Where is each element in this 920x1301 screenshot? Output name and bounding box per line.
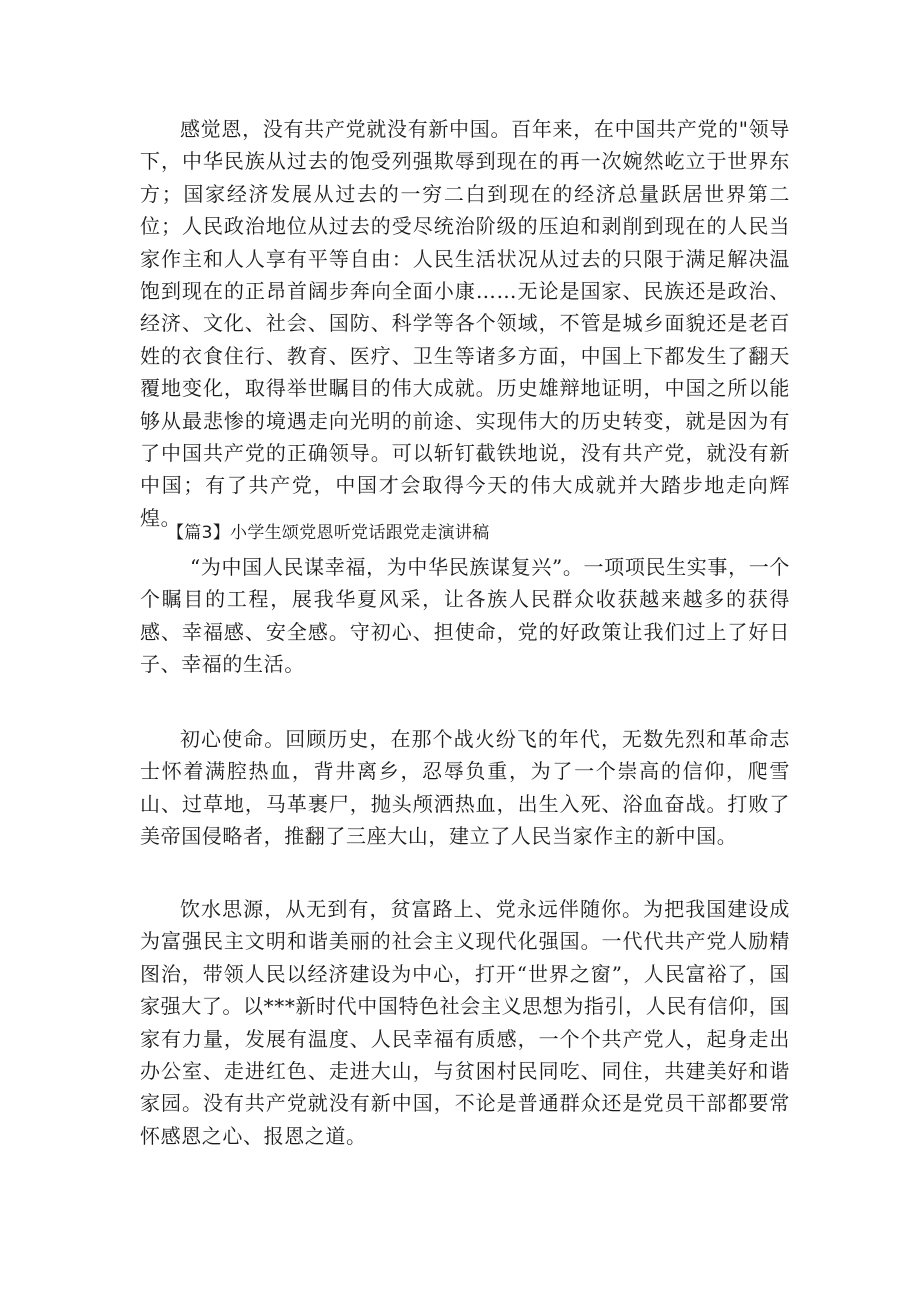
paragraph-gratitude: 感觉恩，没有共产党就没有新中国。百年来，在中国共产党的"领导下，中华民族从过去的饱受列强欺辱到现在的再一次婉然屹立于世界东方；国家经济发展从过去的一穷二白到现在的经济总量跃居世界第二位；人民政治地位从过去的受尽统治阶级的压迫和剥削到现在的人民当家作主和人人享有平等自由：人民生活状况从过去的只限于满足解决温饱到现在的正昂首阔步奔向全面小康……无论是国家、民族还是政治、经济、文化、社会、国防、科学等各个领域，不管是城乡面貌还是老百姓的衣食住行、教育、医疗、卫生等诸多方面，中国上下都发生了翻天覆地变化，取得举世瞩目的伟大成就。历史雄辩地证明，中国之所以能够从最悲惨的境遇走向光明的前途、实现伟大的历史转变，就是因为有了中国共产党的正确领导。可以斩钉截铁地说，没有共产党，就没有新中国；有了共产党，中国才会取得今天的伟大成就并大踏步地走向辉煌。 — [140, 117, 790, 530]
paragraph-source: 饮水思源，从无到有，贫富路上、党永远伴随你。为把我国建设成为富强民主文明和谐美丽的社会主义现代化强国。一代代共产党人励精图治，带领人民以经济建设为中心，打开“世界之窗”，人民富裕了，国家强大了。以***新时代中国特色社会主义思想为指引，人民有信仰，国家有力量，发展有温度、人民幸福有质感，一个个共产党人，起身走出办公室、走进红色、走进大山，与贫困村民同吃、同住，共建美好和谐家园。没有共产党就没有新中国，不论是普通群众还是党员干部都要常怀感恩之心、报恩之道。 — [140, 897, 790, 1148]
section-heading: 【篇3】小学生颂党恩听党话跟党走演讲稿 — [167, 523, 490, 543]
paragraph-mission: 初心使命。回顾历史，在那个战火纷飞的年代，无数先烈和革命志士怀着满腔热血，背井离乡，忍辱负重，为了一个崇高的信仰，爬雪山、过草地，马革裹尸，抛头颅洒热血，出生入死、浴血奋战。打败了美帝国侵略者，推翻了三座大山，建立了人民当家作主的新中国。 — [140, 727, 790, 849]
paragraph-happiness: “为中国人民谋幸福，为中华民族谋复兴”。一项项民生实事，一个个瞩目的工程，展我华夏风采，让各族人民群众收获越来越多的获得感、幸福感、安全感。守初心、担使命，党的好政策让我们过上了好日子、幸福的生活。 — [140, 555, 790, 677]
